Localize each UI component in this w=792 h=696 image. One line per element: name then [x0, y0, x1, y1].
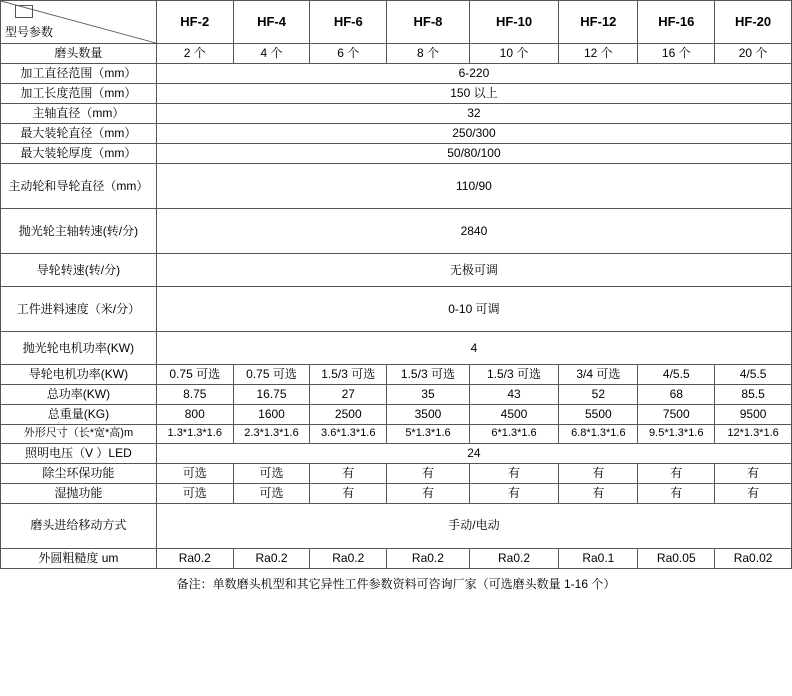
table-row [1, 254, 792, 287]
row-label: 加工长度范围（mm） [1, 84, 157, 104]
cell-value: 43 [469, 385, 559, 405]
cell-value: 有 [310, 483, 387, 503]
model-header-hf12: HF-12 [559, 1, 638, 44]
cell-value: 有 [387, 483, 470, 503]
cell-value: 4/5.5 [638, 365, 715, 385]
model-header-hf10: HF-10 [469, 1, 559, 44]
cell-value: Ra0.2 [310, 548, 387, 568]
cell-value: 4500 [469, 405, 559, 425]
model-header-hf2: HF-2 [156, 1, 233, 44]
cell-value: 0.75 可选 [156, 365, 233, 385]
cell-value: 3.6*1.3*1.6 [310, 425, 387, 444]
table-row [1, 104, 792, 124]
footer-note: 备注：单数磨头机型和其它异性工件参数资料可咨询厂家（可选磨头数量 1-16 个） [176, 576, 616, 591]
cell-value: 有 [559, 483, 638, 503]
cell-value: Ra0.2 [387, 548, 470, 568]
table-row [1, 209, 792, 254]
cell-value: 16 个 [638, 44, 715, 64]
cell-value: 有 [387, 463, 470, 483]
cell-value: 4/5.5 [715, 365, 792, 385]
row-label: 外圆粗糙度 um [1, 548, 157, 568]
cell-value: 7500 [638, 405, 715, 425]
row-label: 湿抛功能 [1, 483, 157, 503]
cell-value: 9500 [715, 405, 792, 425]
cell-value: Ra0.05 [638, 548, 715, 568]
table-row [1, 64, 792, 84]
cell-value: 有 [469, 483, 559, 503]
table-row [1, 44, 792, 64]
cell-value: Ra0.2 [233, 548, 310, 568]
row-label: 抛光轮电机功率(KW) [1, 332, 157, 365]
model-header-hf6: HF-6 [310, 1, 387, 44]
cell-value: Ra0.2 [156, 548, 233, 568]
cell-value: 6 个 [310, 44, 387, 64]
cell-value: 10 个 [469, 44, 559, 64]
cell-value: Ra0.1 [559, 548, 638, 568]
cell-value-merged: 24 [156, 443, 791, 463]
row-label: 工件进料速度（米/分） [1, 287, 157, 332]
table-row [1, 425, 792, 444]
cell-value: 3/4 可选 [559, 365, 638, 385]
row-label: 最大装轮直径（mm） [1, 124, 157, 144]
row-label: 最大装轮厚度（mm） [1, 144, 157, 164]
cell-value: 1600 [233, 405, 310, 425]
row-label: 抛光轮主轴转速(转/分) [1, 209, 157, 254]
cell-value: Ra0.02 [715, 548, 792, 568]
cell-value: 12*1.3*1.6 [715, 425, 792, 444]
table-row [1, 443, 792, 463]
cell-value: Ra0.2 [469, 548, 559, 568]
cell-value-merged: 50/80/100 [156, 144, 791, 164]
cell-value-merged: 6-220 [156, 64, 791, 84]
table-row [1, 144, 792, 164]
cell-value-merged: 32 [156, 104, 791, 124]
cell-value: 6.8*1.3*1.6 [559, 425, 638, 444]
cell-value: 有 [715, 463, 792, 483]
cell-value: 16.75 [233, 385, 310, 405]
table-row [1, 365, 792, 385]
row-label: 外形尺寸（长*宽*高)m [1, 425, 157, 444]
cell-value: 52 [559, 385, 638, 405]
cell-value: 12 个 [559, 44, 638, 64]
cell-value: 35 [387, 385, 470, 405]
cell-value-merged: 无极可调 [156, 254, 791, 287]
cell-value: 可选 [156, 463, 233, 483]
corner-label: 型号参数 [5, 25, 54, 39]
row-label: 加工直径范围（mm） [1, 64, 157, 84]
table-row [1, 164, 792, 209]
cell-value: 85.5 [715, 385, 792, 405]
cell-value: 有 [559, 463, 638, 483]
table-header-row [1, 1, 792, 44]
cell-value: 8 个 [387, 44, 470, 64]
table-row [1, 385, 792, 405]
table-row [1, 483, 792, 503]
row-label: 主轴直径（mm） [1, 104, 157, 124]
table-row [1, 503, 792, 548]
row-label: 导轮电机功率(KW) [1, 365, 157, 385]
cell-value: 可选 [156, 483, 233, 503]
cell-value-merged: 150 以上 [156, 84, 791, 104]
table-row [1, 405, 792, 425]
cell-value: 可选 [233, 483, 310, 503]
cell-value: 800 [156, 405, 233, 425]
table-row [1, 287, 792, 332]
cell-value: 有 [310, 463, 387, 483]
table-row [1, 548, 792, 568]
cell-value-merged: 2840 [156, 209, 791, 254]
cell-value: 有 [715, 483, 792, 503]
cell-value: 8.75 [156, 385, 233, 405]
row-label: 磨头进给移动方式 [1, 503, 157, 548]
cell-value: 2 个 [156, 44, 233, 64]
cell-value: 1.5/3 可选 [469, 365, 559, 385]
cell-value-merged: 手动/电动 [156, 503, 791, 548]
table-row [1, 124, 792, 144]
cell-value: 27 [310, 385, 387, 405]
cell-value-merged: 4 [156, 332, 791, 365]
row-label: 照明电压（V ）LED [1, 443, 157, 463]
corner-header-cell [1, 1, 157, 44]
cell-value-merged: 0-10 可调 [156, 287, 791, 332]
cell-value: 1.3*1.3*1.6 [156, 425, 233, 444]
cell-value: 3500 [387, 405, 470, 425]
cell-value: 6*1.3*1.6 [469, 425, 559, 444]
row-label: 总功率(KW) [1, 385, 157, 405]
cell-value: 有 [469, 463, 559, 483]
cell-value: 5500 [559, 405, 638, 425]
model-header-hf16: HF-16 [638, 1, 715, 44]
cell-value: 可选 [233, 463, 310, 483]
cell-value: 9.5*1.3*1.6 [638, 425, 715, 444]
cell-value: 5*1.3*1.6 [387, 425, 470, 444]
cell-value: 有 [638, 463, 715, 483]
model-header-hf8: HF-8 [387, 1, 470, 44]
cell-value: 1.5/3 可选 [387, 365, 470, 385]
row-label: 导轮转速(转/分) [1, 254, 157, 287]
row-label: 磨头数量 [1, 44, 157, 64]
cell-value: 4 个 [233, 44, 310, 64]
cell-value: 20 个 [715, 44, 792, 64]
table-row [1, 463, 792, 483]
model-header-hf20: HF-20 [715, 1, 792, 44]
row-label: 主动轮和导轮直径（mm） [1, 164, 157, 209]
cell-value: 68 [638, 385, 715, 405]
cell-value: 0.75 可选 [233, 365, 310, 385]
model-header-hf4: HF-4 [233, 1, 310, 44]
cell-value: 1.5/3 可选 [310, 365, 387, 385]
cell-value: 2.3*1.3*1.6 [233, 425, 310, 444]
table-row [1, 84, 792, 104]
cell-value-merged: 250/300 [156, 124, 791, 144]
table-body [1, 1, 792, 569]
table-row [1, 332, 792, 365]
row-label: 总重量(KG) [1, 405, 157, 425]
cell-value-merged: 110/90 [156, 164, 791, 209]
cell-value: 2500 [310, 405, 387, 425]
cell-value: 有 [638, 483, 715, 503]
row-label: 除尘环保功能 [1, 463, 157, 483]
